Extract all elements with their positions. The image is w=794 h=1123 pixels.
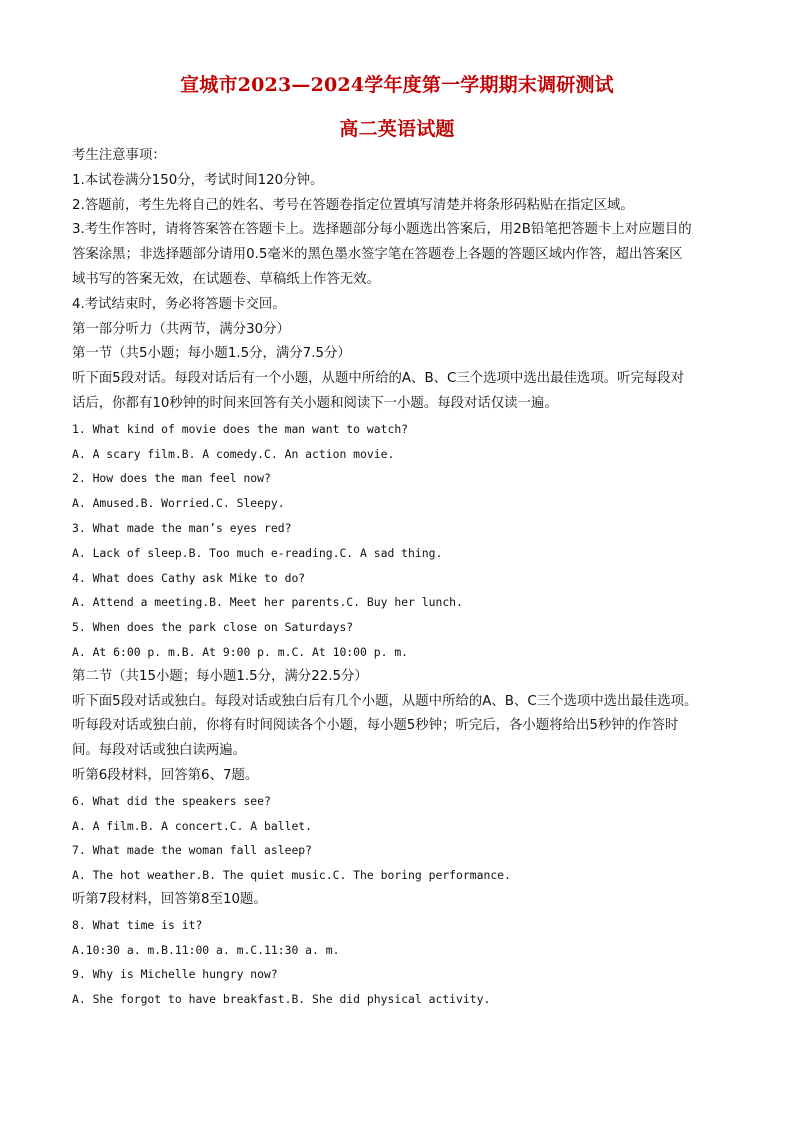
instruction-line: 听第7段材料，回答第8至10题。 — [72, 891, 267, 907]
instruction-line: 4.考试结束时，务必将答题卡交回。 — [72, 296, 286, 312]
question-line: 7. What made the woman fall asleep? — [72, 843, 313, 858]
instruction-line: 话后，你都有10秒钟的时间来回答有关小题和阅读下一小题。每段对话仅读一遍。 — [72, 395, 558, 411]
question-line: 9. Why is Michelle hungry now? — [72, 967, 278, 982]
instruction-line: 第一部分听力（共两节，满分30分） — [72, 321, 290, 337]
question-line: A. Amused.B. Worried.C. Sleepy. — [72, 496, 285, 511]
instruction-line: 第一节（共5小题；每小题1.5分，满分7.5分） — [72, 346, 351, 362]
question-line: A. The hot weather.B. The quiet music.C. The boring performance. — [72, 868, 511, 883]
instruction-line: 听下面5段对话或独白。每段对话或独白后有几个小题，从题中所给的A、B、C三个选项中选出最佳选项。 — [72, 693, 698, 709]
question-line: A. She forgot to have breakfast.B. She did physical activity. — [72, 992, 491, 1007]
question-line: 6. What did the speakers see? — [72, 793, 271, 808]
instruction-line: 听第6段材料，回答第6、7题。 — [72, 767, 259, 783]
question-line: A.10:30 a. m.B.11:00 a. m.C.11:30 a. m. — [72, 942, 340, 957]
instruction-line: 2.答题前，考生先将自己的姓名、考号在答题卷指定位置填写清楚并将条形码粘贴在指定区域。 — [72, 197, 634, 213]
exam-subtitle: 高二英语试题 — [339, 118, 455, 140]
question-line: A. Attend a meeting.B. Meet her parents.C. Buy her lunch. — [72, 595, 463, 610]
instruction-line: 第二节（共15小题；每小题1.5分，满分22.5分） — [72, 668, 368, 684]
question-line: 4. What does Cathy ask Mike to do? — [72, 570, 306, 585]
instruction-line: 域书写的答案无效，在试题卷、草稿纸上作答无效。 — [72, 271, 380, 287]
question-line: A. Lack of sleep.B. Too much e-reading.C. A sad thing. — [72, 545, 443, 560]
exam-title: 宣城市2023—2024学年度第一学期期末调研测试 — [180, 74, 614, 96]
exam-body — [72, 144, 732, 1012]
instruction-line: 听下面5段对话。每段对话后有一个小题，从题中所给的A、B、C三个选项中选出最佳选项。听完每段对 — [72, 371, 685, 387]
question-line: A. A scary film.B. A comedy.C. An action movie. — [72, 446, 395, 461]
question-line: A. At 6:00 p. m.B. At 9:00 p. m.C. At 10:00 p. m. — [72, 644, 409, 659]
instruction-line: 1.本试卷满分150分，考试时间120分钟。 — [72, 172, 324, 188]
instruction-line: 考生注意事项： — [72, 148, 166, 163]
instruction-line: 3.考生作答时，请将答案答在答题卡上。选择题部分每小题选出答案后，用2B铅笔把答题卡上对应题目的 — [72, 222, 692, 238]
instruction-line: 间。每段对话或独白读两遍。 — [72, 743, 247, 759]
question-line: A. A film.B. A concert.C. A ballet. — [72, 818, 313, 833]
question-line: 3. What made the man’s eyes red? — [72, 520, 292, 535]
instruction-line: 答案涂黑；非选择题部分请用0.5毫米的黑色墨水签字笔在答题卷上各题的答题区域内作答，超出答案区 — [72, 247, 683, 263]
instruction-line: 听每段对话或独白前，你将有时间阅读各个小题，每小题5秒钟；听完后，各小题将给出5秒钟的作答时 — [72, 718, 679, 734]
question-line: 2. How does the man feel now? — [72, 471, 271, 486]
question-line: 1. What kind of movie does the man want to watch? — [72, 421, 409, 436]
question-line: 8. What time is it? — [72, 917, 203, 932]
question-line: 5. When does the park close on Saturdays? — [72, 620, 354, 635]
